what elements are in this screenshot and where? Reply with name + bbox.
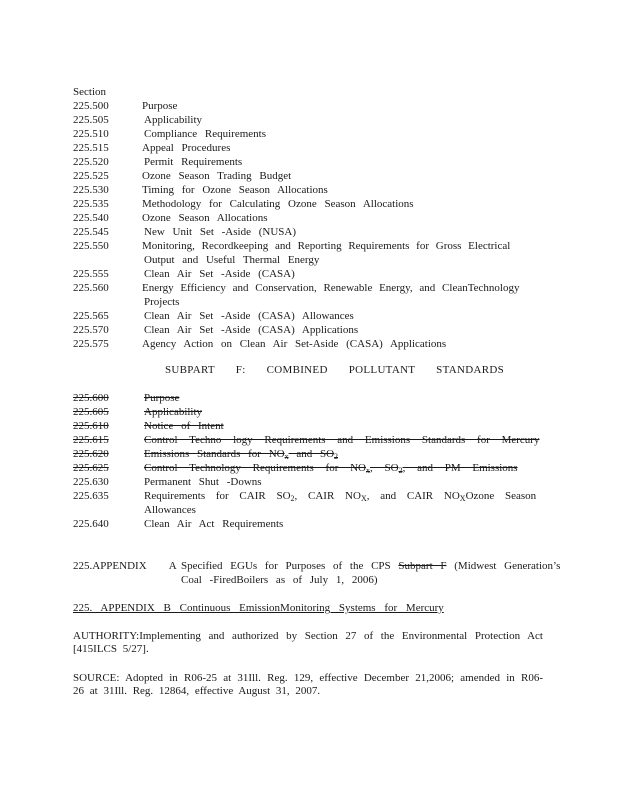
section-title-deleted: Purpose	[144, 392, 180, 404]
section-title-continued: Output and Useful Thermal Energy	[144, 254, 320, 266]
section-number: 225.575	[73, 338, 109, 350]
section-number: 225.530	[73, 184, 109, 196]
section-number: 225.500	[73, 100, 109, 112]
section-title: Monitoring, Recordkeeping and Reporting Requirements for Gross Electrical	[142, 240, 511, 252]
section-title: New Unit Set -Aside (NUSA)	[144, 226, 296, 238]
section-title: Agency Action on Clean Air Set-Aside (CASA) Applications	[142, 338, 447, 350]
section-title-deleted: Notice of Intent	[144, 420, 224, 432]
section-number-deleted: 225.610	[73, 420, 109, 432]
section-number: 225.635	[73, 490, 109, 502]
section-title: Methodology for Calculating Ozone Season Allocations	[142, 198, 414, 210]
section-number: 225.560	[73, 282, 109, 294]
section-number: 225.550	[73, 240, 109, 252]
section-title-deleted: Emissions Standards for $NO_x$ and $SO_2$	[144, 448, 339, 461]
section-title: Permit Requirements	[144, 156, 243, 168]
section-title-continued: Projects	[144, 296, 180, 308]
section-title-deleted: Control Technology Requirements for $NO_x$, $SO_2$, and PM Emissions	[144, 462, 518, 475]
section-title: Applicability	[144, 114, 203, 126]
section-number: 225.630	[73, 476, 109, 488]
section-number: 225.555	[73, 268, 109, 280]
section-title: Clean Air Set -Aside (CASA) Applications	[144, 324, 359, 336]
section-number-deleted: 225.615	[73, 434, 109, 446]
section-number: 225.505	[73, 114, 109, 126]
section-title: Appeal Procedures	[142, 142, 231, 154]
section-number-deleted: 225.620	[73, 448, 109, 460]
section-title: Energy Efficiency and Conservation, Renewable Energy, and CleanTechnology	[142, 282, 520, 294]
section-number: 225.525	[73, 170, 109, 182]
section-title: Permanent Shut -Downs	[144, 476, 262, 488]
appendix-a-title: Specified EGUs for Purposes of the CPS Subpart F (Midwest Generation’s	[181, 560, 561, 572]
section-number-deleted: 225.600	[73, 392, 109, 404]
section-title-deleted: Applicability	[144, 406, 203, 418]
section-title: Clean Air Act Requirements	[144, 518, 284, 530]
section-title: Clean Air Set -Aside (CASA)	[144, 268, 295, 280]
section-number: 225.520	[73, 156, 109, 168]
section-title: Ozone Season Trading Budget	[142, 170, 292, 182]
section-title: Clean Air Set -Aside (CASA) Allowances	[144, 310, 354, 322]
section-number: 225.640	[73, 518, 109, 530]
section-number-deleted: 225.605	[73, 406, 109, 418]
subpart-heading: SUBPART F: COMBINED POLLUTANT STANDARDS	[165, 364, 505, 376]
section-number: 225.535	[73, 198, 109, 210]
section-number: 225.515	[73, 142, 109, 154]
section-title: Requirements for CAIR $SO_2$, CAIR $NO_X$, and CAIR $NO_XOzone$ Season	[144, 490, 537, 503]
section-title: Ozone Season Allocations	[142, 212, 268, 224]
section-number: 225.510	[73, 128, 109, 140]
authority-note: AUTHORITY:Implementing and authorized by Section 27 of the Environmental Protection Act [415ILCS 5/27].	[73, 630, 543, 655]
section-number: 225.540	[73, 212, 109, 224]
section-number: 225.545	[73, 226, 109, 238]
section-number: 225.570	[73, 324, 109, 336]
section-title-continued: Allowances	[144, 504, 196, 516]
section-number-deleted: 225.625	[73, 462, 109, 474]
section-title: Purpose	[142, 100, 178, 112]
source-note: SOURCE: Adopted in R06-25 at 31Ill. Reg. 129, effective December 21,2006; amended in R06-26 at 31Ill. Reg. 12864, effective August 31, 2007.	[73, 672, 543, 697]
section-title: Timing for Ozone Season Allocations	[142, 184, 328, 196]
section-title: Compliance Requirements	[144, 128, 266, 140]
appendix-a-deleted-text: Subpart F	[398, 560, 447, 572]
appendix-a-title-continued: Coal -FiredBoilers as of July 1, 2006)	[181, 574, 378, 586]
section-title-deleted: Control Techno logy Requirements and Emissions Standards for Mercury	[144, 434, 540, 446]
section-label: Section	[73, 86, 106, 98]
section-number: 225.565	[73, 310, 109, 322]
appendix-a-label: 225.APPENDIX A	[73, 560, 177, 572]
appendix-b-title: 225. APPENDIX B Continuous EmissionMonitoring Systems for Mercury	[73, 602, 444, 614]
